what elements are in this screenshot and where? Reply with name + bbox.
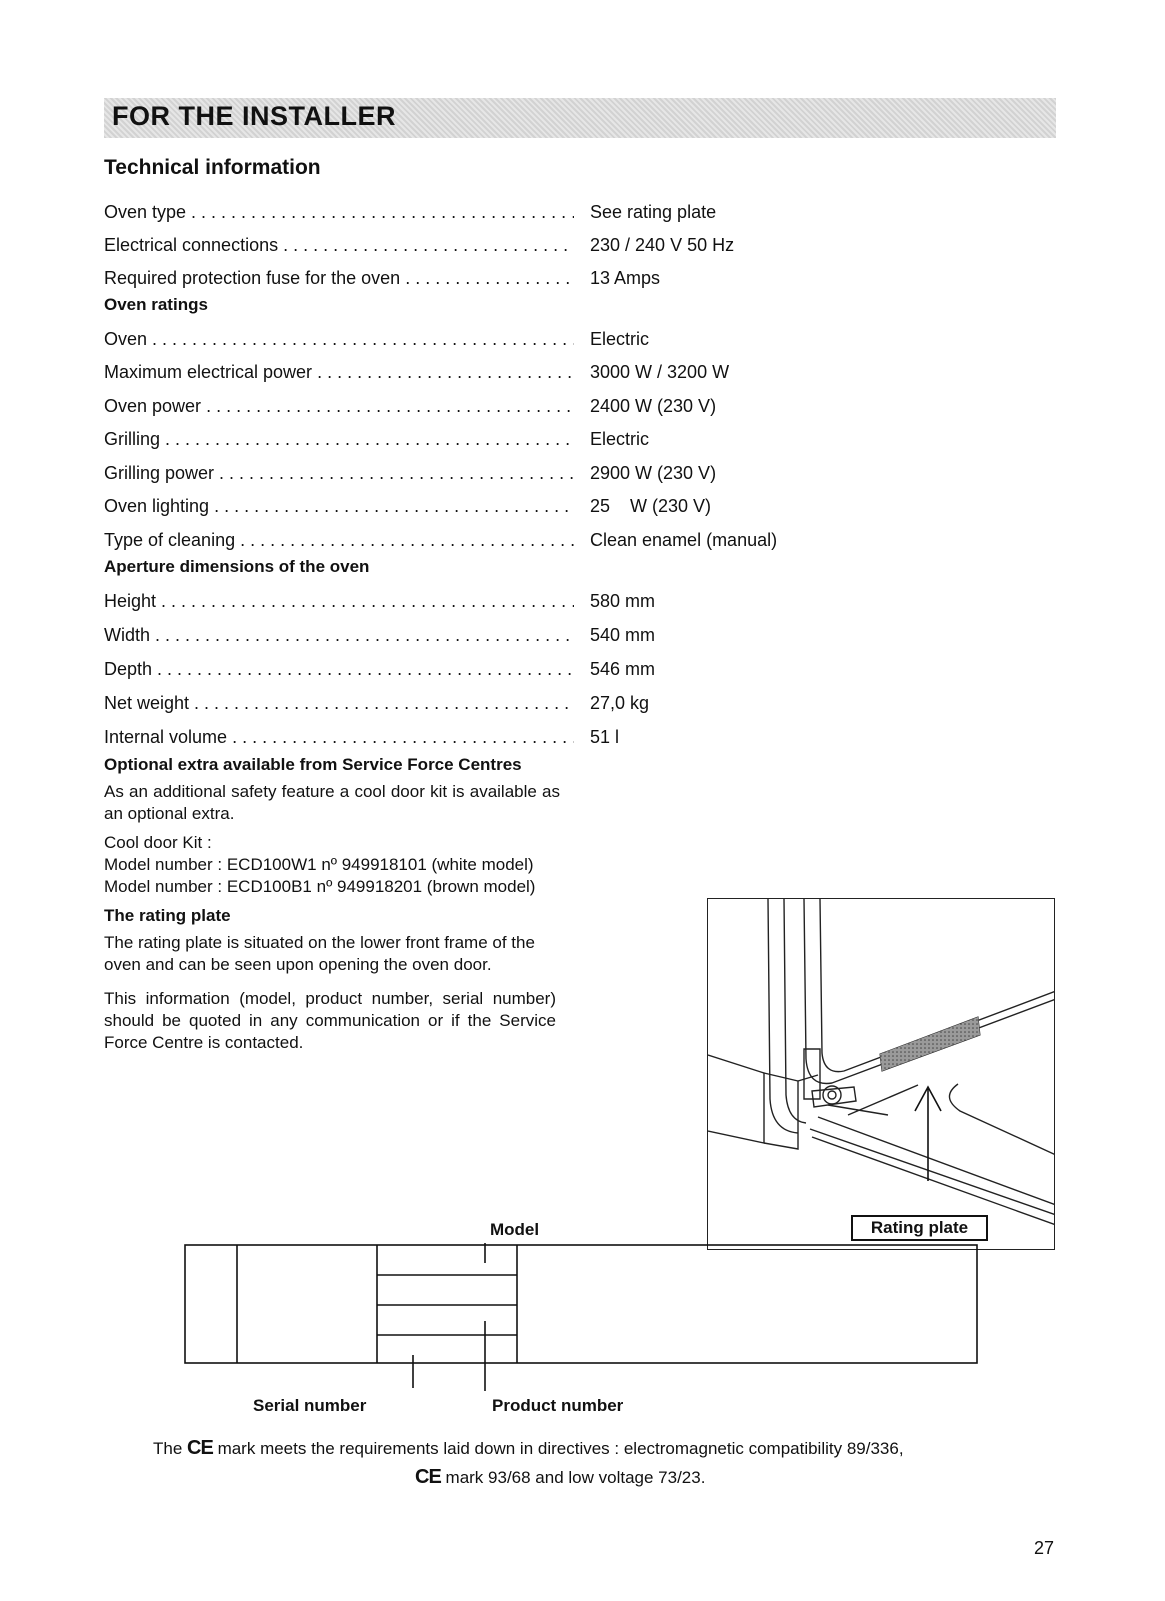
spec-label: Height . . . — [104, 588, 574, 614]
spec-value: 3000 W / 3200 W — [586, 359, 729, 385]
spec-label: Internal volume . . . — [104, 724, 574, 750]
spec-row — [104, 724, 674, 750]
ce-line-1-text: mark meets the requirements laid down in directives : electromagnetic compatibility 89/336, — [217, 1439, 904, 1458]
aperture-heading: Aperture dimensions of the oven — [104, 557, 370, 576]
spec-label: Required protection fuse for the oven . . . — [104, 265, 574, 291]
spec-row — [104, 690, 674, 716]
spec-label: Oven power . . . — [104, 393, 574, 419]
spec-value: 27,0 kg — [586, 690, 649, 716]
spec-label: Grilling . . . — [104, 426, 574, 452]
spec-label: Grilling power . . . — [104, 460, 574, 486]
optional-heading: Optional extra available from Service Force Centres — [104, 755, 522, 774]
spec-label: Type of cleaning . . . — [104, 527, 574, 553]
ce-mark-icon: CE — [187, 1437, 213, 1459]
spec-row — [104, 588, 674, 614]
spec-value: 25 W (230 V) — [586, 493, 711, 519]
rating-plate-diagram — [183, 1243, 983, 1393]
spec-row — [104, 393, 717, 419]
section-title: Technical information — [104, 156, 321, 179]
ce-line-2-text: mark 93/68 and low voltage 73/23. — [445, 1468, 706, 1487]
rating-plate-hatch — [880, 1017, 980, 1071]
page-title: FOR THE INSTALLER — [112, 101, 396, 131]
product-number-label: Product number — [492, 1396, 624, 1415]
spec-label: Width . . . — [104, 622, 574, 648]
spec-label: Oven . . . — [104, 326, 574, 352]
rating-plate-text-1: The rating plate is situated on the lower front frame of the oven and can be seen upon opening the oven door. — [104, 933, 535, 974]
serial-number-label: Serial number — [253, 1396, 367, 1415]
spec-value: 230 / 240 V 50 Hz — [586, 232, 734, 258]
model-brown: Model number : ECD100B1 nº 949918201 (brown model) — [104, 877, 536, 896]
spec-row — [104, 232, 735, 258]
spec-row — [104, 460, 717, 486]
spec-value: 2400 W (230 V) — [586, 393, 716, 419]
model-label: Model — [490, 1220, 540, 1239]
spec-row — [104, 359, 730, 385]
spec-row — [104, 199, 717, 225]
spec-row — [104, 326, 674, 352]
spec-value: 13 Amps — [586, 265, 660, 291]
spec-label: Maximum electrical power . . . — [104, 359, 574, 385]
spec-row — [104, 622, 674, 648]
rating-plate-text-2: This information (model, product number, serial number) should be quoted in any communication or if the Service Force Centre is contacted. — [104, 989, 556, 1052]
rating-plate-label: Rating plate — [851, 1215, 988, 1241]
ce-prefix: The — [153, 1439, 183, 1458]
spec-row — [104, 426, 674, 452]
spec-value: Electric — [586, 326, 649, 352]
spec-label: Depth . . . — [104, 656, 574, 682]
model-white: Model number : ECD100W1 nº 949918101 (white model) — [104, 855, 534, 874]
spec-label: Oven lighting . . . — [104, 493, 574, 519]
cool-door-kit-label: Cool door Kit : — [104, 833, 212, 852]
spec-value: Electric — [586, 426, 649, 452]
spec-value: 2900 W (230 V) — [586, 460, 716, 486]
rating-plate-figure — [707, 898, 1055, 1250]
optional-text: As an additional safety feature a cool door kit is available as an optional extra. — [104, 782, 560, 823]
spec-value: See rating plate — [586, 199, 716, 225]
spec-value: 51 l — [586, 724, 619, 750]
ce-statement-line-2 — [415, 1466, 705, 1489]
spec-label: Electrical connections . . . — [104, 232, 574, 258]
spec-row — [104, 493, 712, 519]
spec-value: 540 mm — [586, 622, 655, 648]
rating-plate-heading: The rating plate — [104, 906, 231, 925]
spec-row — [104, 527, 778, 553]
spec-label: Net weight . . . — [104, 690, 574, 716]
spec-label: Oven type . . . — [104, 199, 574, 225]
spec-value: 580 mm — [586, 588, 655, 614]
ce-mark-icon: CE — [415, 1466, 441, 1488]
ratings-heading: Oven ratings — [104, 295, 208, 314]
ce-statement-line-1 — [153, 1437, 904, 1460]
spec-row — [104, 656, 674, 682]
oven-frame-illustration — [708, 899, 1055, 1250]
spec-value: 546 mm — [586, 656, 655, 682]
spec-value: Clean enamel (manual) — [586, 527, 777, 553]
page-number: 27 — [1034, 1538, 1055, 1558]
spec-row — [104, 265, 674, 291]
